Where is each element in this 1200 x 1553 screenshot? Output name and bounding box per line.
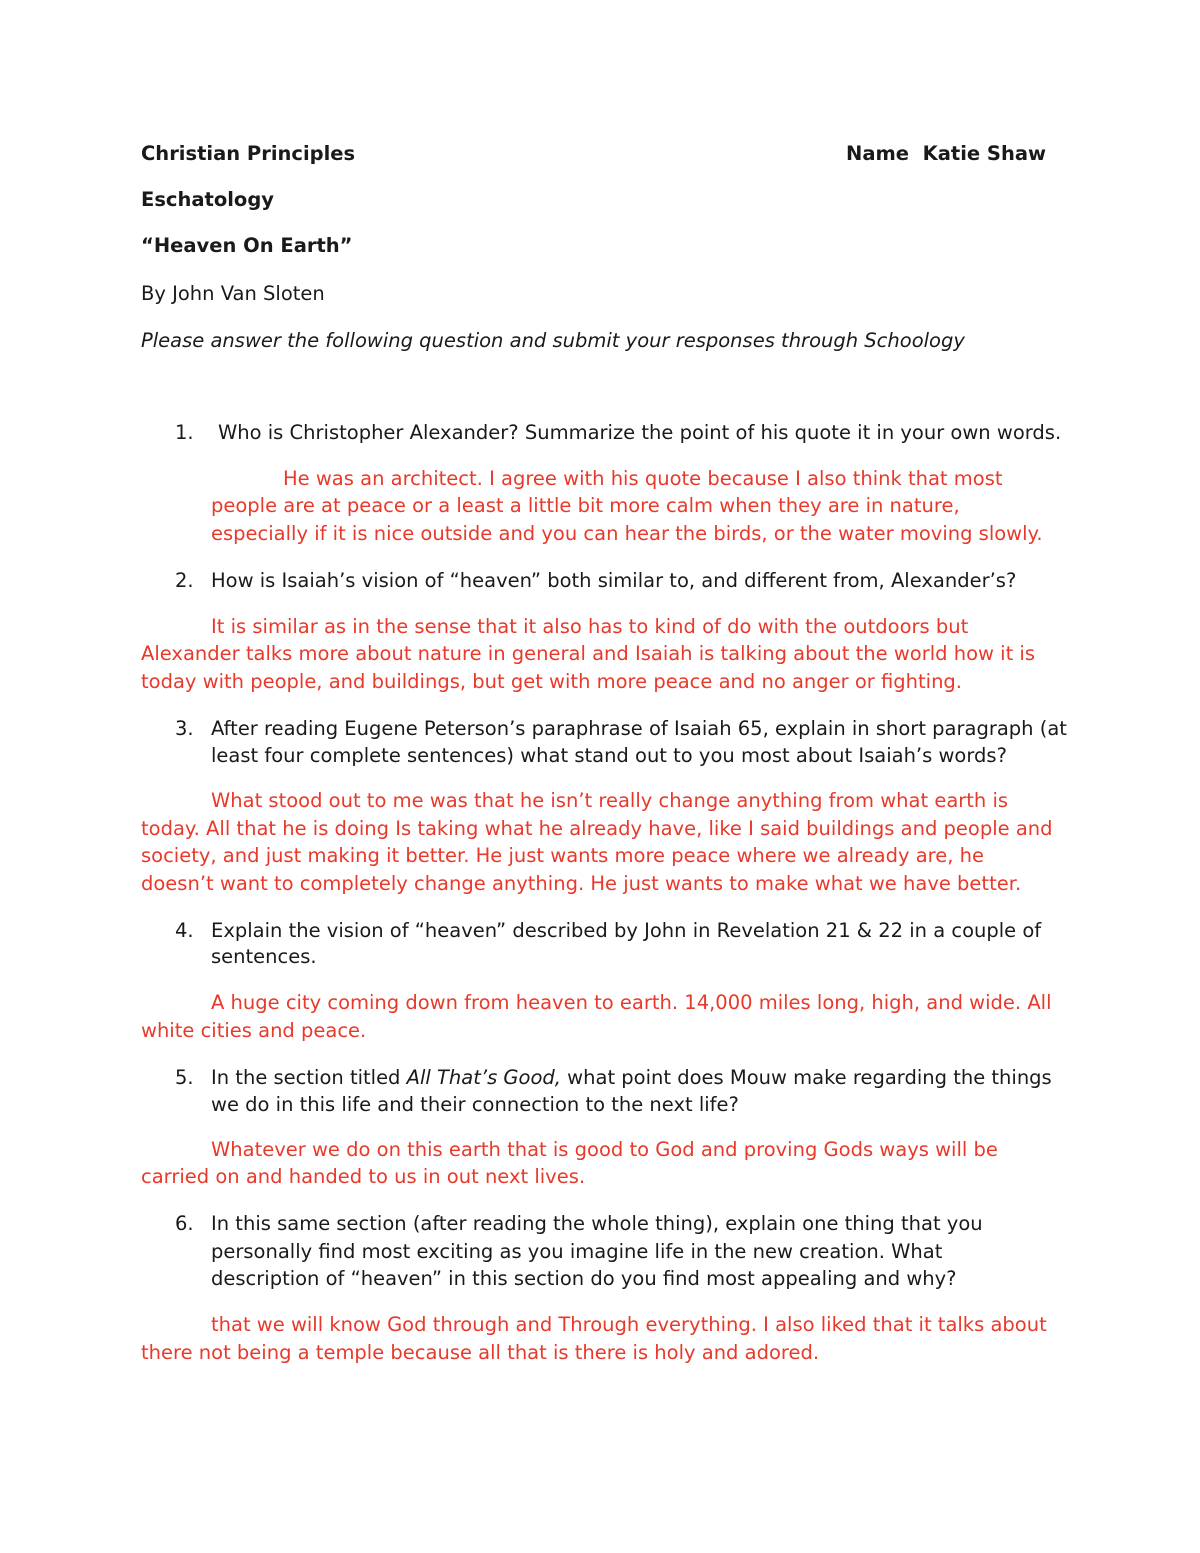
question-number: 1.: [175, 421, 194, 444]
answer-line: there not being a temple because all that is there is holy and adored.: [141, 1341, 820, 1364]
answer-line: Whatever we do on this earth that is good to God and proving Gods ways will be: [211, 1138, 998, 1161]
answer-line: carried on and handed to us in out next lives.: [141, 1165, 586, 1188]
answer-line: A huge city coming down from heaven to earth. 14,000 miles long, high, and wide. All: [211, 991, 1052, 1014]
question-text-part: what point does Mouw make regarding the things: [560, 1066, 1052, 1089]
answer-line: people are at peace or a least a little bit more calm when they are in nature,: [211, 494, 960, 517]
answer-line: that we will know God through and Through everything. I also liked that it talks about: [211, 1313, 1047, 1336]
question-number: 4.: [175, 919, 194, 942]
answer-line: today with people, and buildings, but get with more peace and no anger or fighting.: [141, 670, 963, 693]
question-text: personally find most exciting as you imagine life in the new creation. What: [211, 1240, 943, 1263]
answer-line: white cities and peace.: [141, 1019, 367, 1042]
question-text: least four complete sentences) what stand out to you most about Isaiah’s words?: [211, 744, 1007, 767]
question-text: Who is Christopher Alexander? Summarize the point of his quote it in your own words.: [218, 421, 1062, 444]
question-text: After reading Eugene Peterson’s paraphrase of Isaiah 65, explain in short paragraph (at: [211, 717, 1067, 740]
section-title: All That’s Good,: [406, 1066, 561, 1089]
answer-line: doesn’t want to completely change anything. He just wants to make what we have better.: [141, 872, 1022, 895]
article-title: “Heaven On Earth”: [141, 234, 353, 257]
question-text: Explain the vision of “heaven” described by John in Revelation 21 & 22 in a couple of: [211, 919, 1042, 942]
answer-line: What stood out to me was that he isn’t really change anything from what earth is: [211, 789, 1009, 812]
question-text: How is Isaiah’s vision of “heaven” both similar to, and different from, Alexander’s?: [211, 569, 1017, 592]
question-text-part: In the section titled: [211, 1066, 407, 1089]
name-field: [846, 140, 1046, 167]
answer-line: Alexander talks more about nature in general and Isaiah is talking about the world how it is: [141, 642, 1036, 665]
question-text: sentences.: [211, 945, 317, 968]
author-line: By John Van Sloten: [141, 282, 325, 305]
question-number: 3.: [175, 717, 194, 740]
question-number: 5.: [175, 1066, 194, 1089]
answer-line: today. All that he is doing Is taking what he already have, like I said buildings and people and: [141, 817, 1053, 840]
student-name: Katie Shaw: [922, 142, 1046, 165]
question-number: 6.: [175, 1212, 194, 1235]
instructions: Please answer the following question and submit your responses through Schoology: [141, 329, 965, 352]
answer-line: society, and just making it better. He just wants more peace where we already are, he: [141, 844, 985, 867]
answer-line: especially if it is nice outside and you can hear the birds, or the water moving slowly.: [211, 522, 1043, 545]
course-title: Christian Principles: [141, 142, 356, 165]
name-label: Name: [846, 142, 910, 165]
question-text: description of “heaven” in this section do you find most appealing and why?: [211, 1267, 957, 1290]
question-number: 2.: [175, 569, 194, 592]
question-text: [211, 1064, 1052, 1092]
question-text: we do in this life and their connection to the next life?: [211, 1093, 739, 1116]
answer-line: He was an architect. I agree with his quote because I also think that most: [283, 467, 1003, 490]
unit-title: Eschatology: [141, 188, 274, 211]
question-text: In this same section (after reading the whole thing), explain one thing that you: [211, 1212, 983, 1235]
answer-line: It is similar as in the sense that it also has to kind of do with the outdoors but: [211, 615, 969, 638]
